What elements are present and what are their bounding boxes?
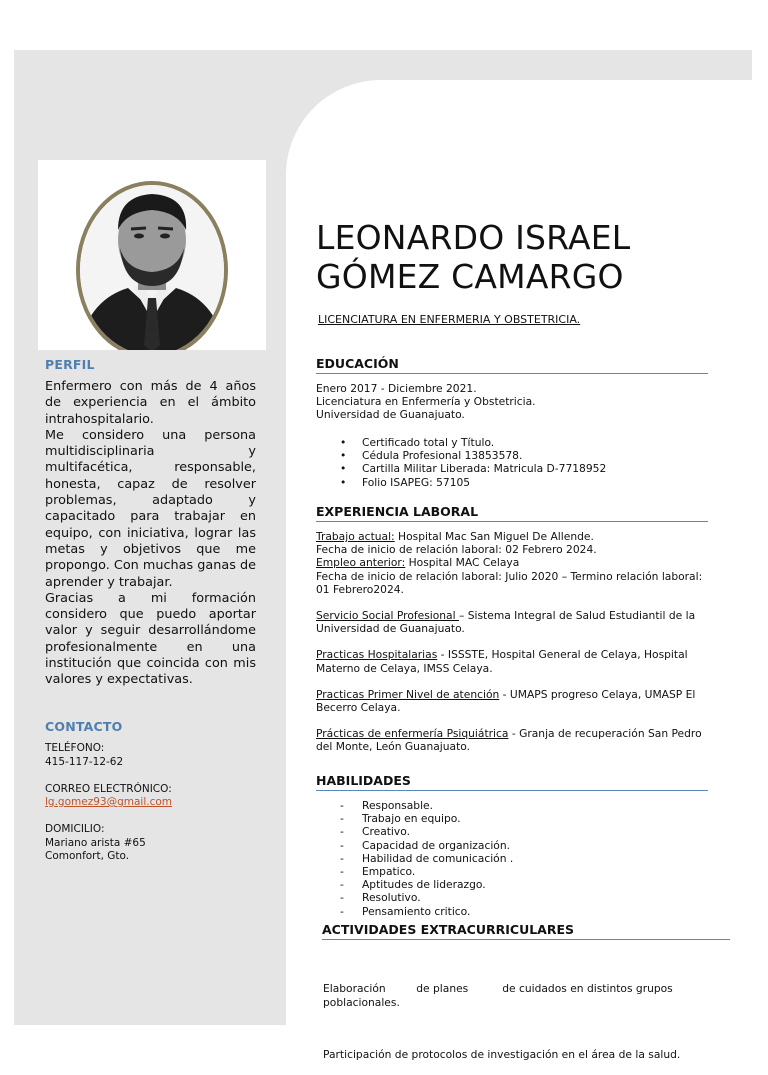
perfil-paragraph: Me considero una persona multidisciplinaria y multifacética, responsable, honesta, capaz de resolver problemas, adaptado y capacitado para trabajar en equipo, con iniciativa, lograr las metas y objetivos que me propongo. Con muchas ganas de aprender y trabajar. [45, 427, 256, 590]
perfil-heading: PERFIL [45, 357, 95, 372]
practicas-primer-nivel: Practicas Primer Nivel de atención - UMAPS progreso Celaya, UMASP El Becerro Celaya. [316, 687, 696, 715]
contact-block [45, 742, 256, 877]
contacto-heading: CONTACTO [45, 719, 123, 734]
empleo-anterior-fecha: Fecha de inicio de relación laboral: Julio 2020 – Termino relación laboral: 01 Febrero2024. [316, 569, 703, 596]
list-item: - Creativo. [340, 825, 410, 839]
educacion-heading: EDUCACIÓN [316, 356, 708, 374]
list-item: • Cédula Profesional 13853578. [340, 449, 523, 463]
habilidades-heading: HABILIDADES [316, 773, 708, 791]
list-item: - Responsable. [340, 799, 434, 812]
perfil-text [45, 379, 256, 689]
educacion-line: Universidad de Guanajuato. [316, 408, 465, 422]
extracurriculares-text [323, 956, 693, 1075]
list-item: • Cartilla Militar Liberada: Matricula D-7718952 [340, 462, 607, 476]
degree-subtitle: LICENCIATURA EN ENFERMERIA Y OBSTETRICIA. [318, 313, 581, 326]
extracurricular-item: Participación de protocolos de investigación en el área de la salud. [323, 1048, 681, 1062]
educacion-line: Enero 2017 - Diciembre 2021. [316, 382, 477, 395]
list-item: - Empatico. [340, 865, 416, 879]
educacion-bullets [340, 436, 606, 489]
name-line-1: LEONARDO ISRAEL [316, 218, 631, 257]
practicas-psiquiatrica: Prácticas de enfermería Psiquiátrica - Granja de recuperación San Pedro del Monte, León Guanajuato. [316, 727, 702, 754]
educacion-line: Licenciatura en Enfermería y Obstetricia. [316, 395, 536, 409]
list-item: • Folio ISAPEG: 57105 [340, 475, 471, 489]
practicas-hospitalarias: Practicas Hospitalarias - ISSSTE, Hospital General de Celaya, Hospital Materno de Celaya, IMSS Celaya. [316, 648, 688, 675]
domicilio-line: Comonfort, Gto. [45, 850, 130, 862]
trabajo-actual: Trabajo actual: Hospital Mac San Miguel De Allende. [316, 530, 594, 543]
domicilio-label: DOMICILIO: [45, 823, 105, 835]
list-item: - Aptitudes de liderazgo. [340, 878, 486, 892]
habilidades-list [340, 799, 513, 918]
extracurricular-item: Elaboración de planes de cuidados en distintos grupos poblacionales. [323, 982, 677, 1009]
experiencia-text [316, 530, 710, 754]
servicio-social: Servicio Social Profesional – Sistema Integral de Salud Estudiantil de la Universidad de Guanajuato. [316, 609, 696, 636]
list-item: • Certificado total y Título. [340, 436, 495, 449]
page-title [316, 218, 630, 296]
profile-photo [38, 160, 266, 350]
trabajo-actual-fecha: Fecha de inicio de relación laboral: 02 Febrero 2024. [316, 543, 597, 557]
email-link[interactable]: lg.gomez93@gmail.com [45, 796, 172, 808]
list-item: - Trabajo en equipo. [340, 812, 461, 826]
extracurriculares-heading: ACTIVIDADES EXTRACURRICULARES [322, 922, 730, 940]
list-item: - Resolutivo. [340, 891, 421, 905]
telefono-value: 415-117-12-62 [45, 755, 124, 768]
telefono-label: TELÉFONO: [45, 742, 105, 754]
list-item: - Capacidad de organización. [340, 838, 510, 852]
experiencia-heading: EXPERIENCIA LABORAL [316, 504, 708, 522]
perfil-paragraph: Enfermero con más de 4 años de experiencia en el ámbito intrahospitalario. [45, 379, 256, 427]
domicilio-line: Mariano arista #65 [45, 836, 146, 849]
correo-label: CORREO ELECTRÓNICO: [45, 782, 172, 795]
educacion-text [316, 382, 710, 422]
list-item: - Pensamiento critico. [340, 904, 471, 918]
list-item: - Habilidad de comunicación . [340, 851, 514, 865]
empleo-anterior: Empleo anterior: Hospital MAC Celaya [316, 556, 520, 570]
perfil-paragraph: Gracias a mi formación considero que puedo aportar valor y seguir desarrollándome profesionalmente en una institución que coincida con mis valores y expectativas. [45, 590, 256, 688]
name-line-2: GÓMEZ CAMARGO [316, 257, 624, 296]
